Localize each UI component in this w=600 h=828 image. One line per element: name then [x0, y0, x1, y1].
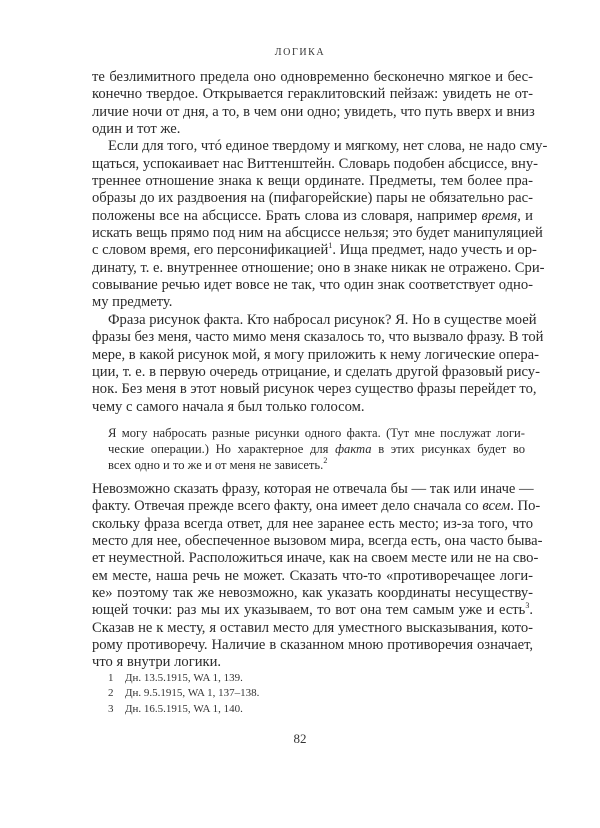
text-line: с словом время, его персонификацией$^1$. Ища предмет, надо учесть и ор-: [92, 241, 537, 259]
body-text: [92, 69, 548, 672]
text-line: Если для того, чтó единое твердому и мягкому, нет слова, не надо сму-: [108, 138, 548, 155]
footnote-text: Дн. 9.5.1915, WA 1, 137–138.: [125, 687, 260, 700]
running-head: ЛОГИКА: [274, 47, 326, 58]
text-line: Невозможно сказать фразу, которая не отвечала бы — так или иначе —: [92, 480, 534, 497]
text-line: положены все на абсциссе. Брать слова из словаря, например время, и: [92, 207, 533, 224]
text-line: ке» поэтому так же невозможно, как указать координаты несуществу-: [92, 584, 533, 601]
text-line: ющей точки: раз мы их указываем, то вот она тем самым уже и есть$^3$.: [92, 601, 533, 619]
text-line: факту. Отвечая прежде всего факту, она имеет дело сначала со всем. По-: [92, 498, 541, 515]
text-line: конечно твердое. Открывается гераклитовский пейзаж: увидеть не от-: [92, 86, 533, 103]
quote-line: Я могу набросать разные рисунки одного факта. (Тут мне послужат логи-: [108, 425, 525, 440]
text-line: скольку фраза всегда ответ, для нее заранее есть место; из-за того, что: [92, 515, 533, 532]
footnote-number: 1: [108, 672, 114, 684]
footnote-3: [108, 702, 408, 717]
text-line: ем месте, наша речь не может. Сказать что-то «противоречащее логи-: [92, 567, 533, 584]
quote-line: всех одно и то же и от меня не зависеть.$^2$: [108, 455, 328, 472]
text-line: место для нее, обеспеченное вызовом мира, всегда есть, она часто быва-: [92, 532, 543, 549]
quote-line: ческие операции.) Но характерное для факта в этих рисунках будет во: [108, 441, 525, 456]
text-line: образы до их раздвоения на (пифагорейские) пары не обязательно рас-: [92, 190, 533, 207]
text-line: Сказав не к месту, я оставил место для уместного высказывания, кото-: [92, 619, 533, 636]
footnote-number: 2: [108, 687, 114, 700]
text-line: нок. Без меня в этот новый рисунок через существо фразы перейдет то,: [92, 381, 537, 398]
footnote-ref-1[interactable]: 1: [328, 241, 333, 251]
emphasis: всем: [482, 498, 511, 515]
footnote-2: [108, 686, 408, 701]
text-line: ции, т. е. в первую очередь отрицание, и сделать другой фразовый рису-: [92, 363, 540, 380]
footnote-ref-2[interactable]: 2: [323, 455, 328, 465]
text-line: мере, в какой рисунок мой, я могу приложить к нему логические опера-: [92, 346, 539, 363]
paragraph-3: [92, 311, 544, 416]
paragraph-1: [92, 69, 533, 138]
text-line: чему с самого начала я был только голосом.: [92, 398, 365, 415]
footnote-text: Дн. 16.5.1915, WA 1, 140.: [125, 702, 243, 715]
block-quote: [108, 425, 525, 473]
text-line: Фраза рисунок факта. Кто набросал рисунок? Я. Но в существе моей: [108, 311, 537, 328]
text-line: фразы без меня, часто мимо меня сказалось то, что вызвало фразу. В той: [92, 329, 544, 346]
paragraph-2: [92, 138, 548, 311]
text-line: что я внутри логики.: [92, 654, 222, 671]
paragraph-4: [92, 480, 543, 672]
text-line: щаться, успокаивает нас Виттенштейн. Словарь подобен абсциссе, вну-: [92, 155, 539, 172]
text-line: личие ночи от дня, а то, в чем они одно; увидеть, что путь вверх и вниз: [92, 103, 535, 120]
text-line: совывание речью идет вовсе не так, что один знак соответствует одно-: [92, 277, 533, 294]
footnote-number: 3: [108, 702, 114, 715]
text-line: один и тот же.: [92, 121, 181, 138]
footnotes: [108, 671, 408, 717]
text-line: му предмету.: [92, 294, 173, 311]
text-line: искать вещь прямо под ним на абсциссе нельзя; это будет манипуляцией: [92, 225, 543, 242]
footnote-text: Дн. 13.5.1915, WA 1, 139.: [125, 672, 243, 684]
text-line: треннее отношение знака к вещи ординате. Предметы, тем более пра-: [92, 173, 533, 190]
text-line: те безлимитного предела оно одновременно бесконечно мягкое и бес-: [92, 69, 533, 85]
text-line: рому противоречу. Наличие в сказанном мною противоречия означает,: [92, 636, 533, 653]
text-line: ет неуместной. Расположиться иначе, как на своем месте или не на сво-: [92, 550, 539, 567]
emphasis: факта: [335, 441, 372, 456]
text-line: динату, т. е. внутреннее отношение; оно в знаке никак не отражено. Сри-: [92, 259, 545, 276]
emphasis: время: [481, 207, 518, 224]
page-number: 82: [293, 731, 307, 746]
footnote-ref-3[interactable]: 3: [525, 601, 530, 611]
footnote-1: [108, 671, 408, 686]
